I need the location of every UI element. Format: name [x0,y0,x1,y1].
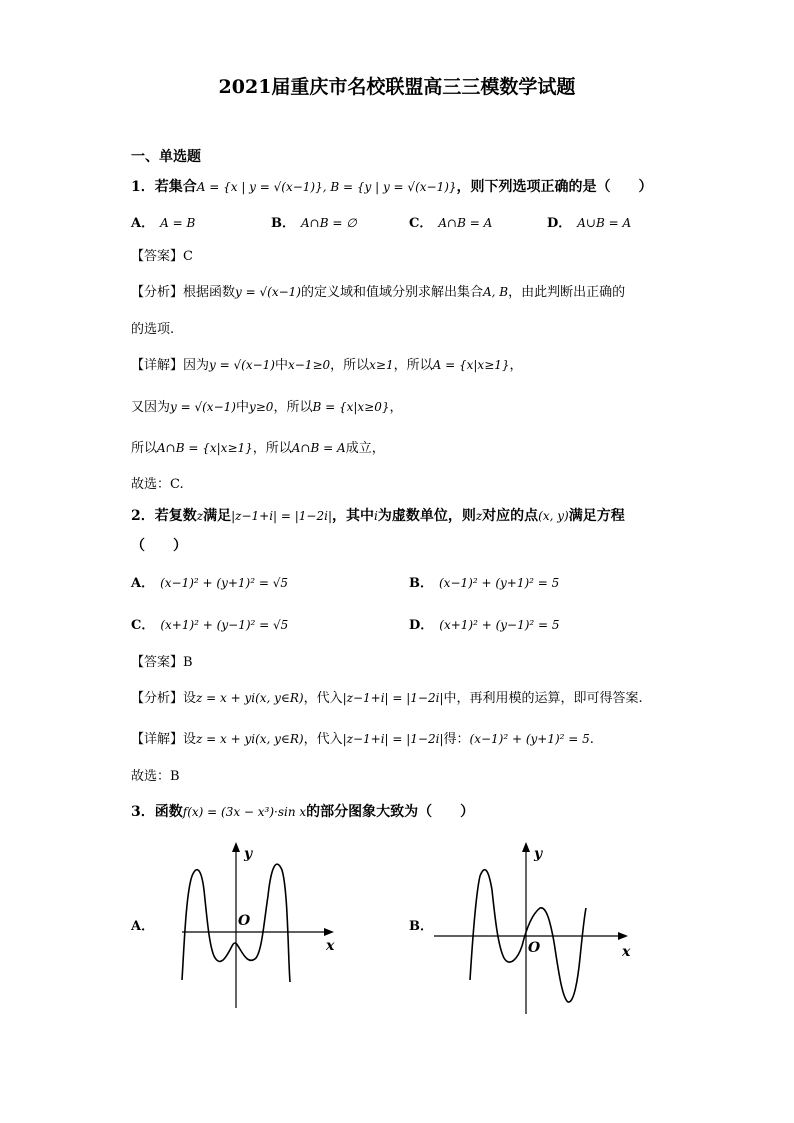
q1-answer: 【答案】C [131,249,193,264]
y-axis-label: y [534,846,543,862]
q1-detail-line-1: 【详解】因为y = √(x−1)中x−1≥0，所以x≥1，所以A = {x|x≥1}， [131,358,523,373]
x-axis-label: x [622,944,631,960]
q2-analysis: 【分析】设z = x + yi(x, y∈R)，代入|z−1+i| = |1−2i|中，再利用模的运算，即可得答案. [131,691,643,706]
y-axis-label: y [244,846,253,862]
origin-label: O [238,913,251,929]
y-axis-arrow [232,842,240,852]
q2-option-c[interactable]: C． (x+1)² + (y−1)² = √5 [131,618,289,633]
q1-option-b[interactable]: B． A∩B = ∅ [271,216,357,231]
q2-option-b[interactable]: B． (x−1)² + (y+1)² = 5 [409,576,560,591]
q1-analysis: 【分析】根据函数y = √(x−1)的定义域和值域分别求解出集合A, B，由此判断出正确的 [131,285,626,300]
q3-graph-b-label[interactable]: B． [409,919,433,934]
q1-option-d[interactable]: D． A∪B = A [547,216,632,231]
q2-option-a[interactable]: A． (x−1)² + (y+1)² = √5 [131,576,289,591]
q3-graph-b[interactable] [430,838,640,1018]
question-3-stem: 3．函数f(x) = (3x − x³)·sin x的部分图象大致为（ ） [131,804,475,820]
q1-choose: 故选：C. [131,477,184,492]
q2-option-d[interactable]: D． (x+1)² + (y−1)² = 5 [409,618,560,633]
q3-graph-a-label[interactable]: A． [131,919,155,934]
q1-detail-line-2: 又因为y = √(x−1)中y≥0，所以B = {x|x≥0}， [131,400,403,415]
x-axis-arrow [324,928,334,936]
q1-option-c[interactable]: C． A∩B = A [409,216,493,231]
q1-detail-line-3: 所以A∩B = {x|x≥1}，所以A∩B = A成立， [131,441,385,456]
x-axis-label: x [326,938,335,954]
q2-choose: 故选：B [131,769,180,784]
page-title: 2021届重庆市名校联盟高三三模数学试题 [218,76,576,98]
question-2-blank: （ ） [131,538,187,554]
question-1-stem: 1．若集合A = {x | y = √(x−1)}, B = {y | y = √(x−1)}，则下列选项正确的是（ ） [131,179,653,195]
x-axis-arrow [618,932,628,940]
question-2-stem: 2．若复数z满足|z−1+i| = |1−2i|，其中i为虚数单位，则z对应的点(x, y)满足方程 [131,508,625,524]
q3-graph-a[interactable] [170,838,350,1018]
q1-option-a[interactable]: A． A = B [131,216,196,231]
y-axis-arrow [522,842,530,852]
section-heading: 一、单选题 [131,149,201,165]
q1-analysis-cont: 的选项. [131,322,175,337]
q2-detail: 【详解】设z = x + yi(x, y∈R)，代入|z−1+i| = |1−2i|得：(x−1)² + (y+1)² = 5. [131,732,594,747]
origin-label: O [528,940,541,956]
q2-answer: 【答案】B [131,655,193,670]
